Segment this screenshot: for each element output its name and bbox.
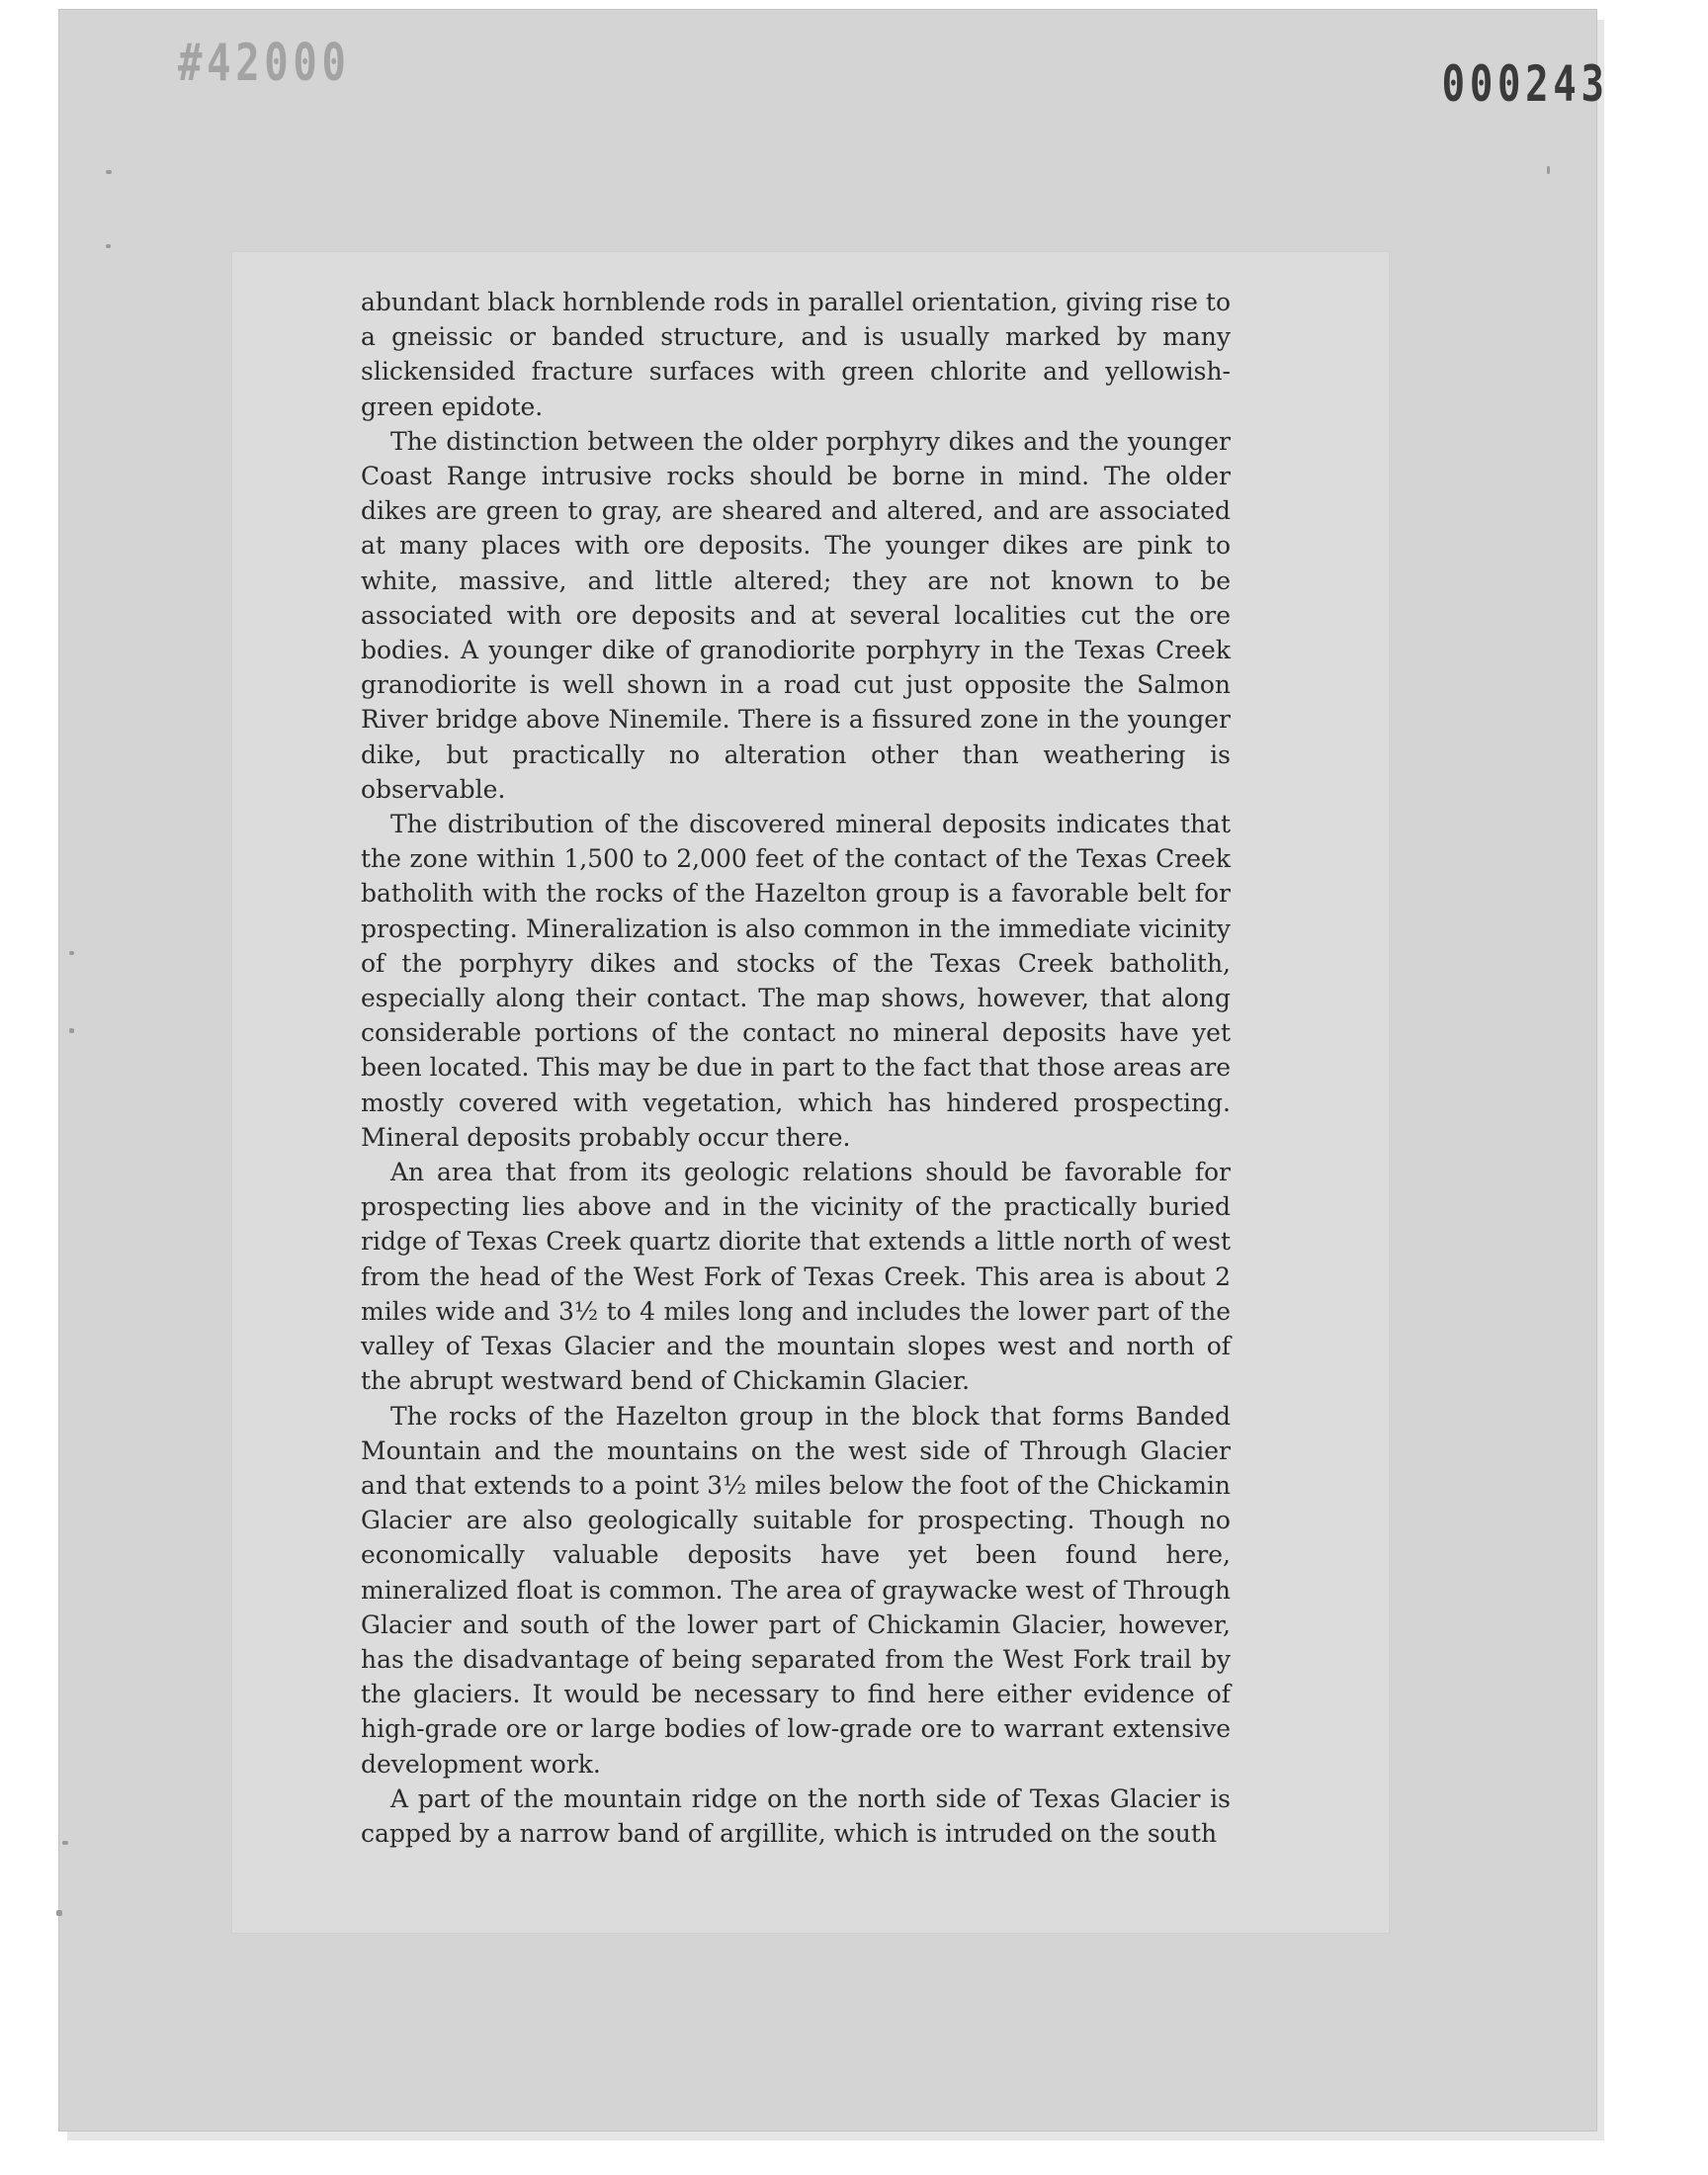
scan-speck — [69, 951, 74, 955]
paragraph: An area that from its geologic relations should be favorable for prospecting lies above and in the vicinity of the practically buried ridge of Texas Creek quartz diorite that extends a little north of west from the head of the West Fork of Texas Creek. This area is about 2 miles wide and 3½ to 4 miles long and includes the lower part of the valley of Texas Glacier and the mountain slopes west and north of the abrupt westward bend of Chickamin Glacier. — [361, 1158, 1231, 1396]
page-stamp-number: 000243 — [1442, 55, 1609, 113]
scan-speck — [69, 1028, 74, 1033]
scan-speck — [106, 244, 111, 248]
body-text — [361, 285, 1231, 1851]
scan-speck — [56, 1910, 62, 1916]
paragraph: The distribution of the discovered mineral deposits indicates that the zone within 1,500 to 2,000 feet of the contact of the Texas Creek batholith with the rocks of the Hazelton group is a favorable belt for prospecting. Mineralization is also common in the immediate vicinity of the porphyry dikes and stocks of the Texas Creek batholith, especially along their contact. The map shows, however, that along considerable portions of the contact no mineral deposits have yet been located. This may be due in part to the fact that those areas are mostly covered with vegetation, which has hindered prospecting. Mineral deposits probably occur there. — [361, 810, 1231, 1152]
paragraph: The rocks of the Hazelton group in the block that forms Banded Mountain and the mountains on the west side of Through Glacier and that extends to a point 3½ miles below the foot of the Chickamin Glacier are also geologically suitable for prospecting. Though no economically valuable deposits have yet been found here, mineralized float is common. The area of graywacke west of Through Glacier and south of the lower part of Chickamin Glacier, however, has the disadvantage of being separated from the West Fork trail by the glaciers. It would be necessary to find here either evidence of high-grade ore or large bodies of low-grade ore to warrant extensive development work. — [361, 1401, 1231, 1779]
scan-speck — [106, 170, 112, 174]
scan-speck — [62, 1841, 68, 1845]
faded-stamp-number: #42000 — [178, 34, 351, 93]
paragraph: The distinction between the older porphyry dikes and the younger Coast Range intrusive rocks should be borne in mind. The older dikes are green to gray, are sheared and altered, and are associated at many places with ore deposits. The younger dikes are pink to white, massive, and little altered; they are not known to be associated with ore deposits and at several localities cut the ore bodies. A younger dike of granodiorite porphyry in the Texas Creek granodiorite is well shown in a road cut just opposite the Salmon River bridge above Ninemile. There is a fissured zone in the younger dike, but practically no alteration other than weathering is observable. — [361, 426, 1231, 804]
scan-speck — [1547, 166, 1550, 174]
paragraph: A part of the mountain ridge on the north side of Texas Glacier is capped by a narrow band of argillite, which is intruded on the south — [361, 1784, 1231, 1848]
paragraph: abundant black hornblende rods in parallel orientation, giving rise to a gneissic or banded structure, and is usually marked by many slickensided fracture surfaces with green chlorite and yellowish-green epidote. — [361, 288, 1231, 421]
